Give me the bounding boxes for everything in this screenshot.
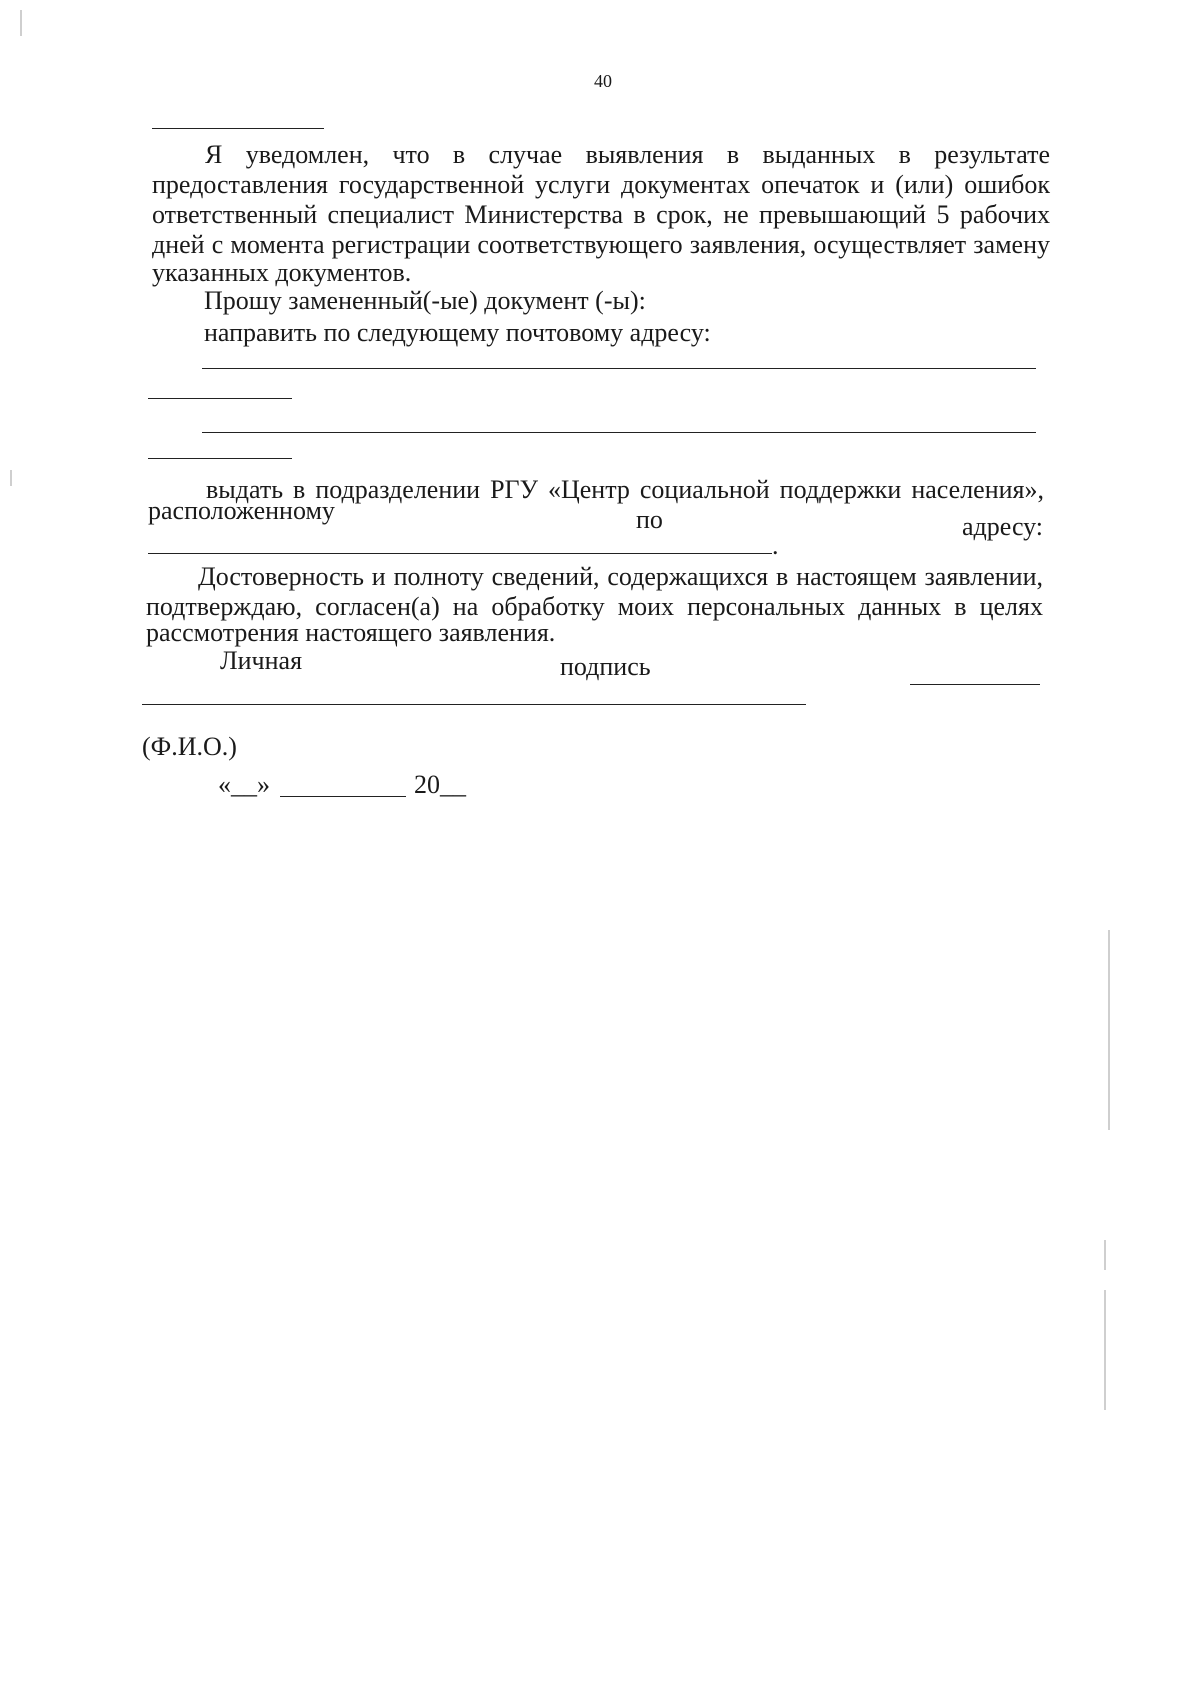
address-line-2-continuation[interactable] — [148, 458, 292, 459]
scan-mark-left-top — [20, 10, 22, 36]
consent-line-2: подтверждаю, согласен(а) на обработку моих персональных данных в целях — [146, 592, 1043, 621]
fio-label: (Ф.И.О.) — [142, 732, 237, 761]
request-line-1: Прошу замененный(-ые) документ (-ы): — [204, 286, 646, 315]
issue-word-address: адресу: — [962, 512, 1044, 541]
address-line-1-continuation[interactable] — [148, 398, 292, 399]
issue-address-line[interactable] — [148, 553, 772, 554]
issue-word-by: по — [636, 505, 663, 534]
address-line-1[interactable] — [202, 368, 1036, 369]
date-month-line[interactable] — [280, 796, 406, 797]
top-short-rule — [152, 128, 324, 129]
scan-mark-left-mid — [10, 470, 12, 486]
address-line-2[interactable] — [202, 432, 1036, 433]
page-number: 40 — [594, 71, 612, 91]
issue-word-located: расположенному — [148, 496, 335, 525]
issue-line-1: выдать в подразделении РГУ «Центр социальной поддержки населения», — [206, 475, 1044, 504]
signature-line-long[interactable] — [142, 704, 806, 705]
date-year: 20__ — [414, 770, 466, 799]
scan-mark-right-1 — [1108, 930, 1110, 1130]
signature-label-personal: Личная — [220, 646, 303, 675]
scan-mark-right-2 — [1104, 1240, 1106, 1270]
date-day: «__» — [218, 770, 270, 799]
consent-line-1: Достоверность и полноту сведений, содержащихся в настоящем заявлении, — [198, 562, 1043, 591]
notice-line-2: предоставления государственной услуги документах опечаток и (или) ошибок — [152, 170, 1050, 199]
notice-line-5: указанных документов. — [152, 258, 412, 287]
scan-mark-right-3 — [1104, 1290, 1106, 1410]
notice-line-1: Я уведомлен, что в случае выявления в выданных в результате — [205, 140, 1050, 169]
notice-line-4: дней с момента регистрации соответствующего заявления, осуществляет замену — [152, 230, 1050, 259]
notice-line-3: ответственный специалист Министерства в срок, не превышающий 5 рабочих — [152, 200, 1050, 229]
consent-line-3: рассмотрения настоящего заявления. — [146, 618, 556, 647]
issue-address-dot: . — [772, 531, 779, 560]
request-line-2: направить по следующему почтовому адресу: — [204, 318, 711, 347]
signature-label-signature: подпись — [560, 652, 651, 681]
signature-line-short[interactable] — [910, 684, 1040, 685]
